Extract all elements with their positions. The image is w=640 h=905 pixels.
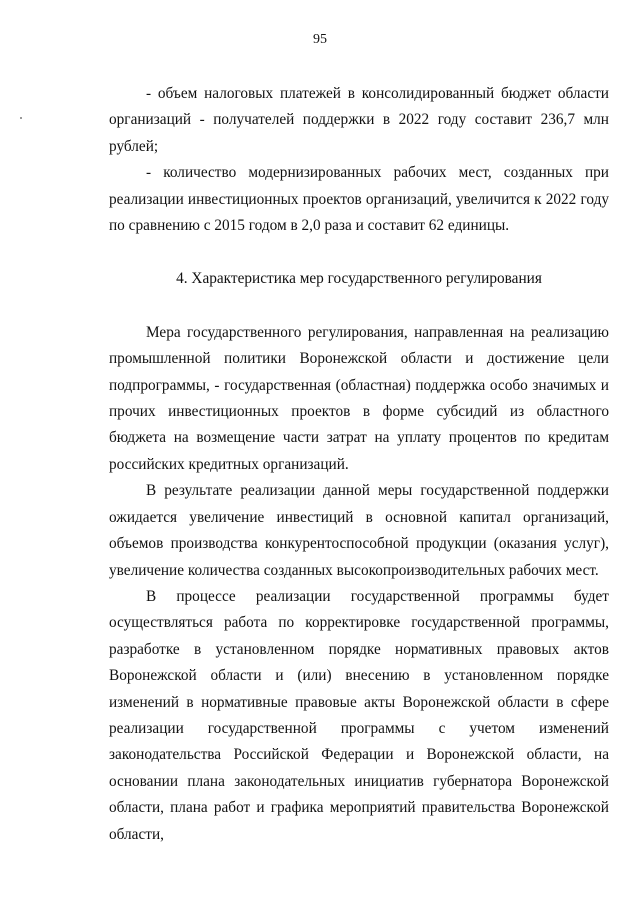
paragraph-program-adjustment: В процессе реализации государственной программы будет осуществляться работа по корректировке государственной программы, разработке в установленном порядке нормативных правовых актов Воронежской области и (или) внесению в установленном порядке изменений в нормативные правовые акты Воронежской области в сфере реализации государственной программы с учетом изменений законодательства Российской Федерации и Воронежской области, на основании плана законодательных инициатив губернатора Воронежской области, плана работ и графика мероприятий правительства Воронежской области,	[109, 587, 609, 843]
spacer	[109, 239, 609, 266]
bullet-modernized-jobs: - количество модернизированных рабочих мест, созданных при реализации инвестиционных проектов организаций, увеличится к 2022 году по сравнению с 2015 годом в 2,0 раза и составит 62 единицы.	[109, 164, 609, 235]
paragraph-regulation-measure: Мера государственного регулирования, направленная на реализацию промышленной политики Воронежской области и достижение цели подпрограммы, - государственная (областная) поддержка особо значимых и прочих инвестиционных проектов в форме субсидий из областного бюджета на возмещение части затрат на уплату процентов по кредитам российских кредитных организаций.	[109, 323, 609, 473]
spacer	[109, 293, 609, 320]
page-number: 95	[313, 32, 327, 47]
paragraph-expected-results: В результате реализации данной меры государственной поддержки ожидается увеличение инвестиций в основной капитал организаций, объемов производства конкурентоспособной продукции (оказания услуг), увеличение количества созданных высокопроизводительных рабочих мест.	[109, 482, 609, 579]
document-body	[109, 81, 609, 848]
bullet-tax-payments: - объем налоговых платежей в консолидированный бюджет области организаций - получателей поддержки в 2022 году составит 236,7 млн рублей;	[109, 85, 609, 155]
section-heading: 4. Характеристика мер государственного регулирования	[176, 270, 542, 288]
scan-speck	[20, 117, 22, 119]
